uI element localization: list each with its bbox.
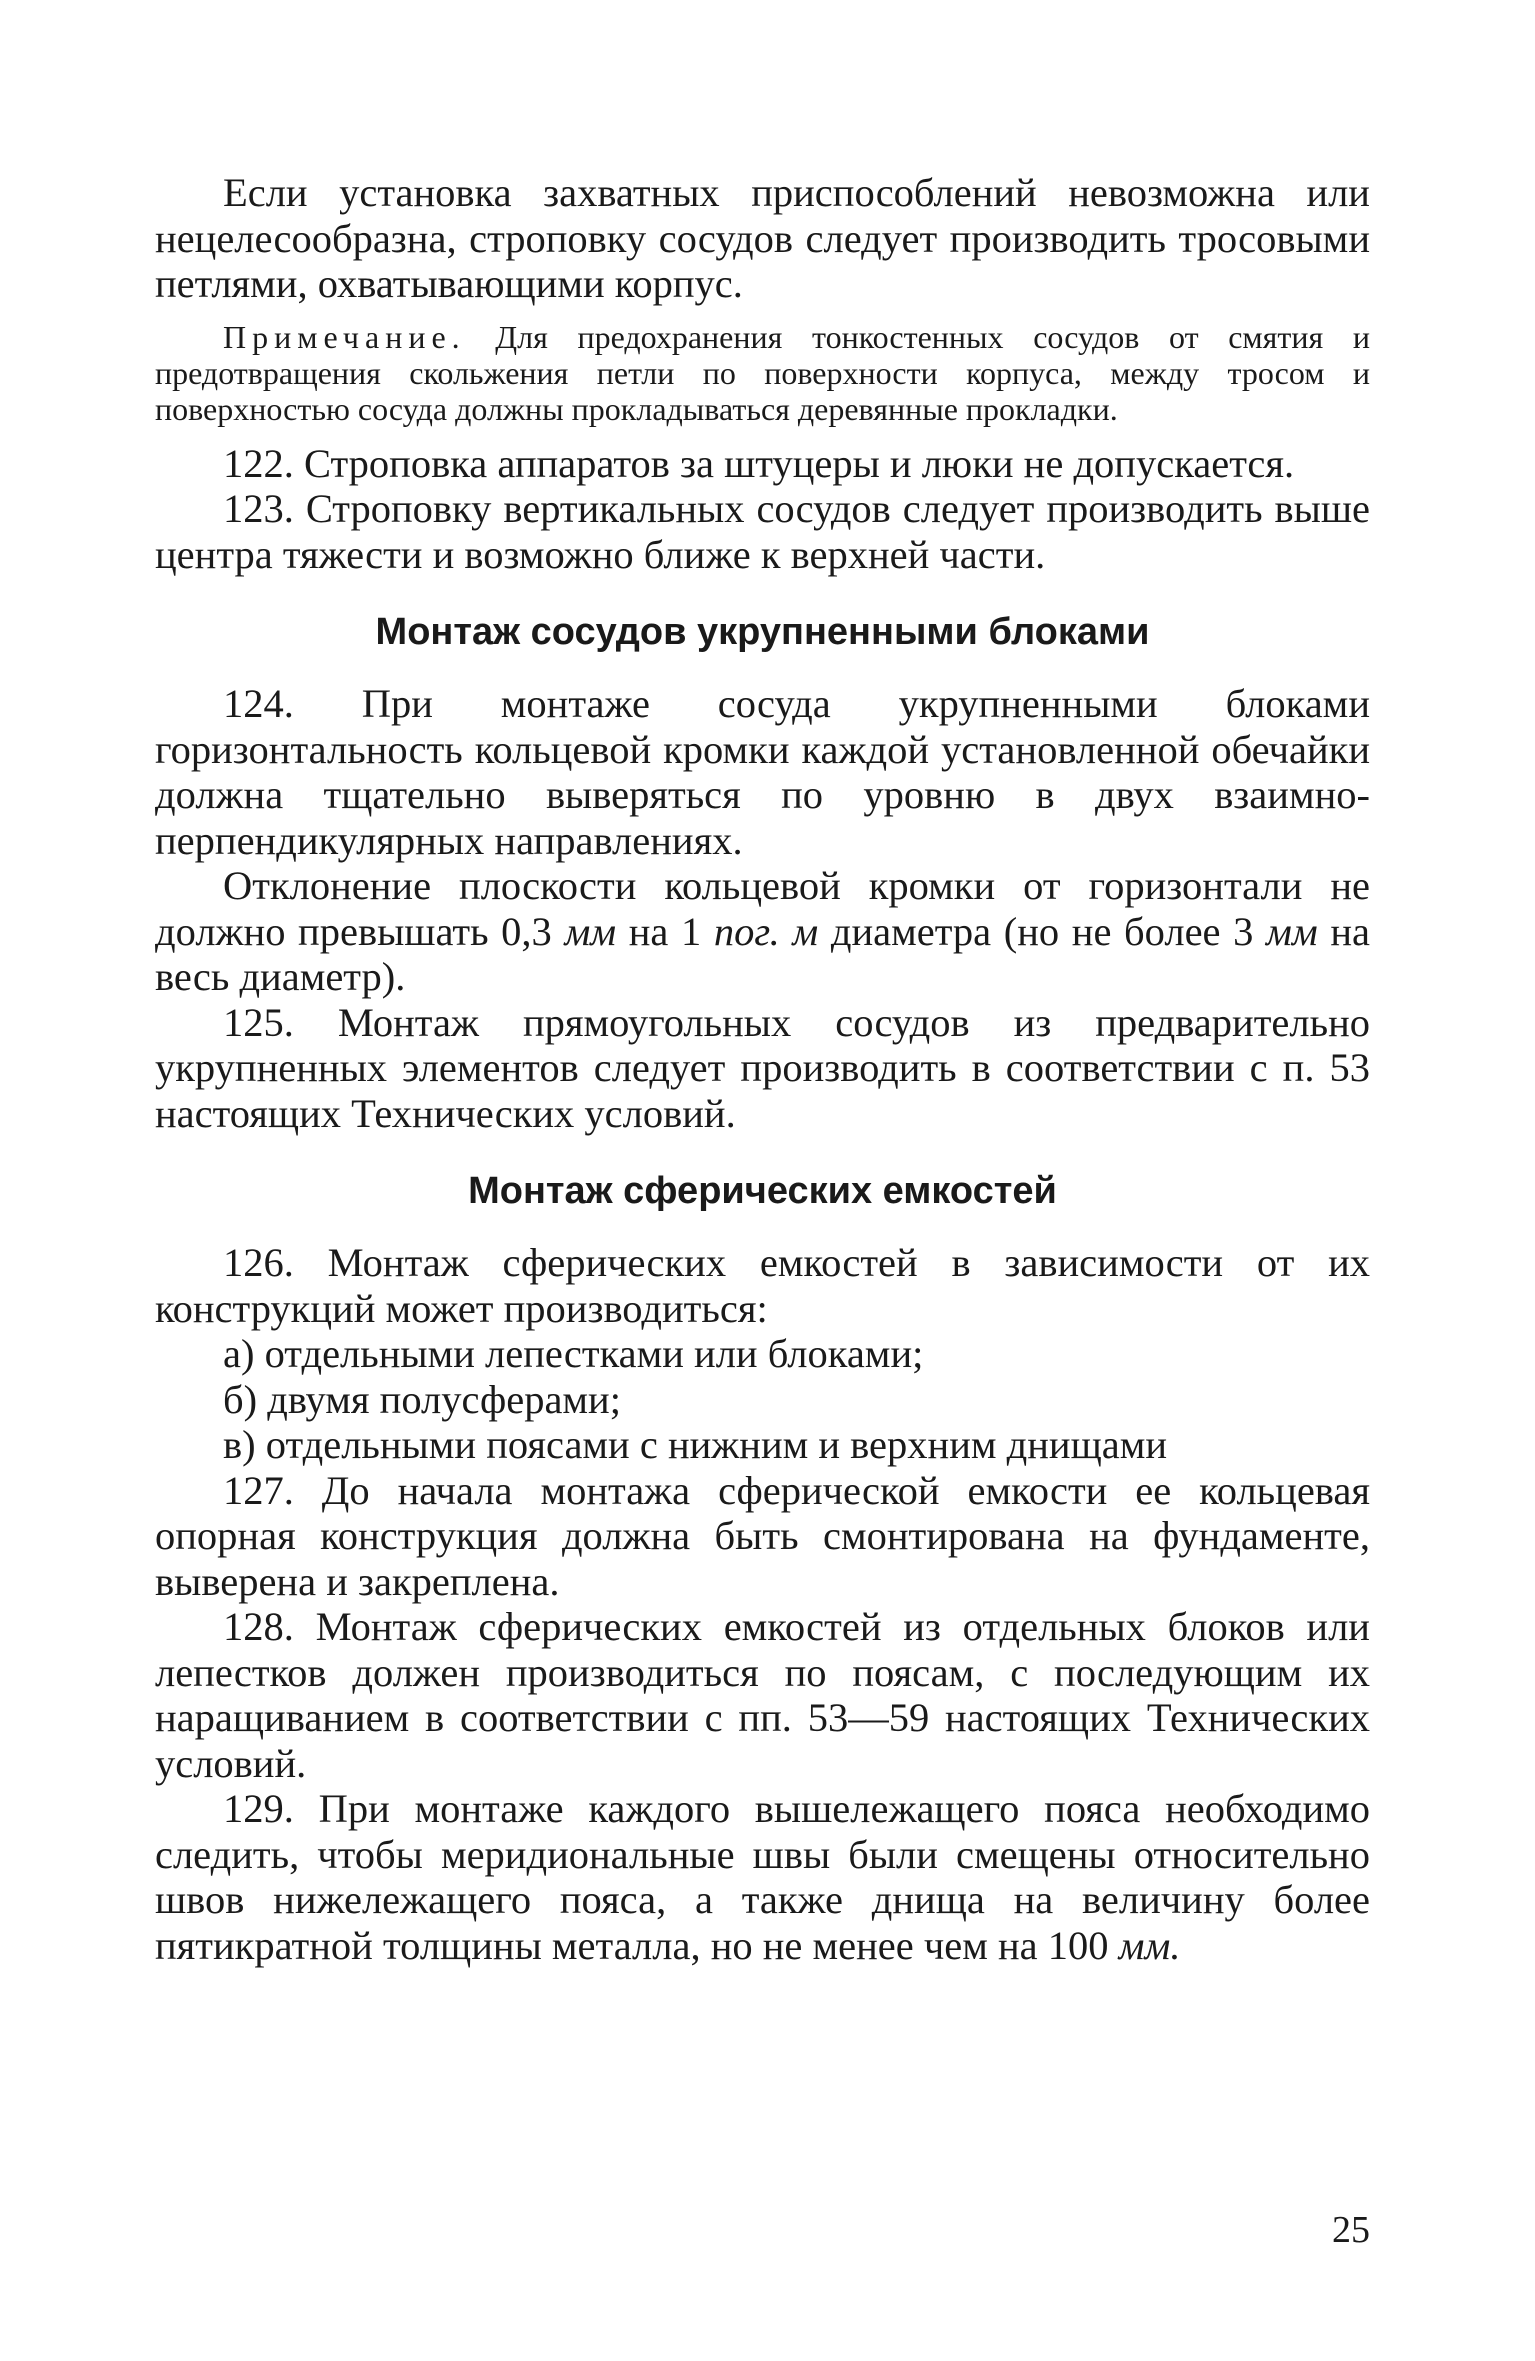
unit-mm: мм. xyxy=(1118,1922,1181,1968)
paragraph-125: 125. Монтаж прямоугольных сосудов из предварительно укрупненных элементов следует производить в соответствии с п. 53 настоящих Технических условий. xyxy=(155,999,1370,1136)
paragraph-124-deviation xyxy=(155,863,1370,1000)
paragraph-127: 127. До начала монтажа сферической емкости ее кольцевая опорная конструкция должна быть смонтирована на фундаменте, выверена и закреплена. xyxy=(155,1467,1370,1604)
text-segment: на 1 xyxy=(616,908,714,954)
unit-mm: мм xyxy=(1266,908,1318,954)
paragraph-128: 128. Монтаж сферических емкостей из отдельных блоков или лепестков должен производиться по поясам, с последующим их наращиванием в соответствии с пп. 53—59 настоящих Технических условий. xyxy=(155,1604,1370,1786)
unit-mm: мм xyxy=(564,908,617,954)
paragraph-129 xyxy=(155,1786,1370,1968)
paragraph-124: 124. При монтаже сосуда укрупненными блоками горизонтальность кольцевой кромки каждой установленной обечайки должна тщательно выверяться по уровню в двух взаимно-перпендикулярных направлениях. xyxy=(155,681,1370,863)
paragraph-126: 126. Монтаж сферических емкостей в зависимости от их конструкций может производиться: xyxy=(155,1240,1370,1331)
section-heading-spherical: Монтаж сферических емкостей xyxy=(468,1170,1057,1212)
paragraph-intro: Если установка захватных приспособлений невозможна или нецелесообразна, строповку сосудов следует производить тросовыми петлями, охватывающими корпус. xyxy=(155,170,1370,306)
section-heading-blocks: Монтаж сосудов укрупненными блоками xyxy=(375,611,1150,653)
text-segment: на весь диаметр). xyxy=(155,908,1370,999)
text-segment: 129. При монтаже каждого вышележащего пояса необходимо следить, чтобы меридиональные швы были смещены относительно швов нижележащего пояса, а также днища на величину более пятикратной толщины металла, но не менее чем на 100 xyxy=(155,1786,1370,1968)
text-segment: Отклонение плоскости кольцевой кромки от горизонтали не должно превышать 0,3 xyxy=(155,863,1370,954)
paragraph-123: 123. Строповку вертикальных сосудов следует производить выше центра тяжести и возможно ближе к верхней части. xyxy=(155,486,1370,577)
paragraph-122: 122. Строповка аппаратов за штуцеры и люки не допускается. xyxy=(223,440,1295,486)
note-label: Примечание. xyxy=(223,318,466,355)
note-paragraph xyxy=(155,319,1370,427)
note-text: Для предохранения тонкостенных сосудов от смятия и предотвращения скольжения петли по поверхности корпуса, между тросом и поверхностью сосуда должны прокладываться деревянные прокладки. xyxy=(155,318,1370,427)
page-number: 25 xyxy=(1332,2209,1370,2251)
text-column xyxy=(155,170,1370,1968)
unit-running-meter: пог. м xyxy=(713,908,819,954)
list-item-c: в) отдельными поясами с нижним и верхним днищами xyxy=(223,1422,1168,1467)
list-item-a: а) отдельными лепестками или блоками; xyxy=(223,1331,924,1376)
text-segment: диаметра (но не более 3 xyxy=(818,908,1267,954)
list-item-b: б) двумя полусферами; xyxy=(223,1376,621,1422)
